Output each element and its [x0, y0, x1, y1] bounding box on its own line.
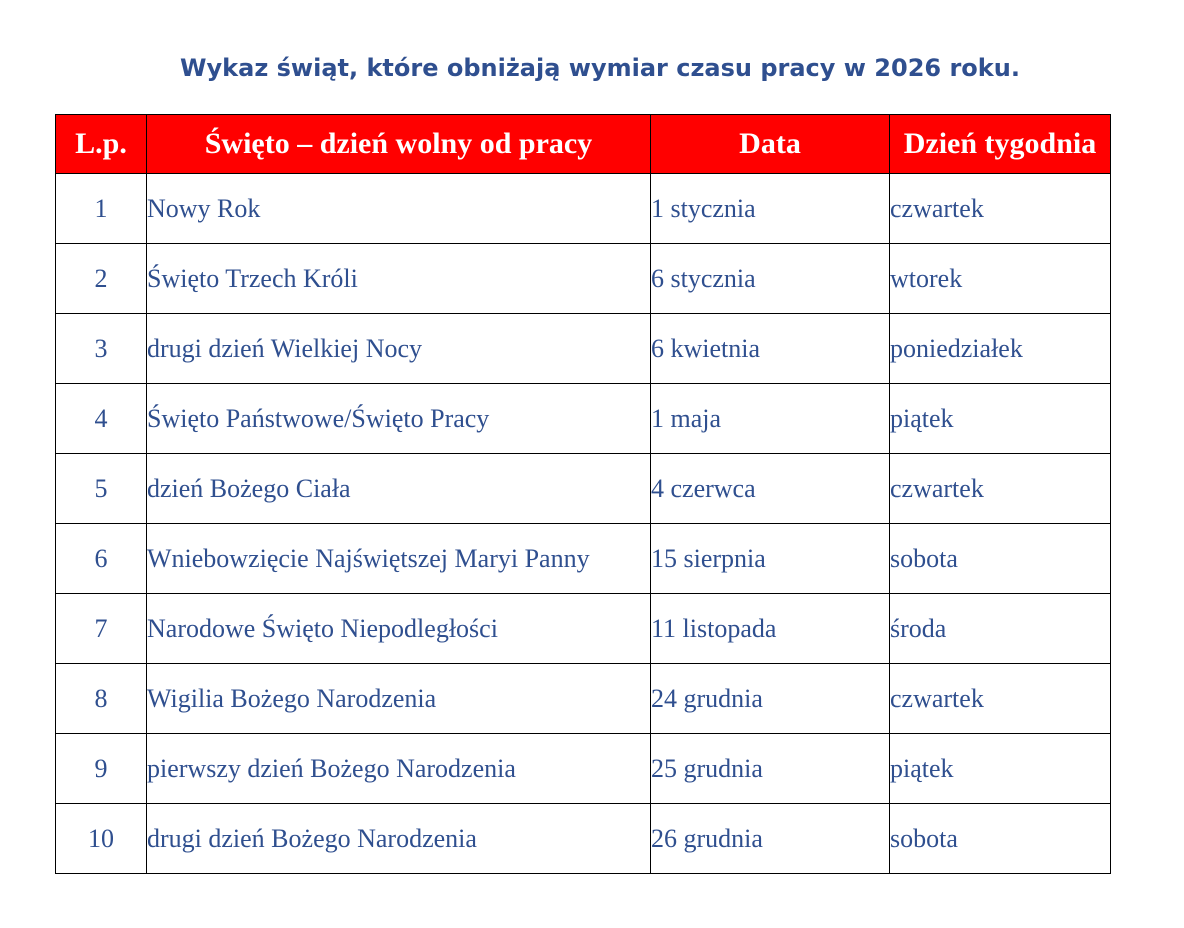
cell-holiday-name: drugi dzień Bożego Narodzenia	[147, 804, 651, 874]
header-weekday: Dzień tygodnia	[890, 115, 1111, 174]
cell-date: 6 stycznia	[651, 244, 890, 314]
cell-weekday: poniedziałek	[890, 314, 1111, 384]
table-row	[56, 454, 1111, 524]
cell-date: 25 grudnia	[651, 734, 890, 804]
cell-holiday-name: Nowy Rok	[147, 174, 651, 244]
cell-date: 26 grudnia	[651, 804, 890, 874]
cell-holiday-name: dzień Bożego Ciała	[147, 454, 651, 524]
cell-holiday-name: Wniebowzięcie Najświętszej Maryi Panny	[147, 524, 651, 594]
cell-holiday-name: Narodowe Święto Niepodległości	[147, 594, 651, 664]
cell-lp: 4	[56, 384, 147, 454]
holidays-table	[55, 114, 1111, 874]
cell-holiday-name: Wigilia Bożego Narodzenia	[147, 664, 651, 734]
cell-weekday: czwartek	[890, 664, 1111, 734]
document-title: Wykaz świąt, które obniżają wymiar czasu pracy w 2026 roku.	[180, 54, 1020, 82]
cell-weekday: sobota	[890, 524, 1111, 594]
table-row	[56, 384, 1111, 454]
cell-lp: 2	[56, 244, 147, 314]
cell-weekday: czwartek	[890, 174, 1111, 244]
table-row	[56, 524, 1111, 594]
header-holiday-name: Święto – dzień wolny od pracy	[147, 115, 651, 174]
table-body	[56, 174, 1111, 874]
cell-date: 6 kwietnia	[651, 314, 890, 384]
cell-weekday: wtorek	[890, 244, 1111, 314]
cell-lp: 1	[56, 174, 147, 244]
cell-lp: 9	[56, 734, 147, 804]
table-row	[56, 314, 1111, 384]
cell-holiday-name: Święto Państwowe/Święto Pracy	[147, 384, 651, 454]
cell-lp: 7	[56, 594, 147, 664]
cell-holiday-name: drugi dzień Wielkiej Nocy	[147, 314, 651, 384]
cell-weekday: sobota	[890, 804, 1111, 874]
table-row	[56, 174, 1111, 244]
cell-holiday-name: Święto Trzech Króli	[147, 244, 651, 314]
cell-date: 1 stycznia	[651, 174, 890, 244]
cell-lp: 3	[56, 314, 147, 384]
table-row	[56, 594, 1111, 664]
cell-date: 4 czerwca	[651, 454, 890, 524]
cell-weekday: środa	[890, 594, 1111, 664]
header-row	[56, 115, 1111, 174]
cell-date: 1 maja	[651, 384, 890, 454]
cell-weekday: czwartek	[890, 454, 1111, 524]
header-date: Data	[651, 115, 890, 174]
cell-lp: 6	[56, 524, 147, 594]
header-lp: L.p.	[56, 115, 147, 174]
cell-holiday-name: pierwszy dzień Bożego Narodzenia	[147, 734, 651, 804]
table-row	[56, 244, 1111, 314]
table-header	[56, 115, 1111, 174]
table-row	[56, 664, 1111, 734]
cell-weekday: piątek	[890, 384, 1111, 454]
cell-date: 15 sierpnia	[651, 524, 890, 594]
table-row	[56, 804, 1111, 874]
cell-date: 24 grudnia	[651, 664, 890, 734]
cell-lp: 10	[56, 804, 147, 874]
table-row	[56, 734, 1111, 804]
cell-lp: 5	[56, 454, 147, 524]
cell-date: 11 listopada	[651, 594, 890, 664]
cell-lp: 8	[56, 664, 147, 734]
cell-weekday: piątek	[890, 734, 1111, 804]
